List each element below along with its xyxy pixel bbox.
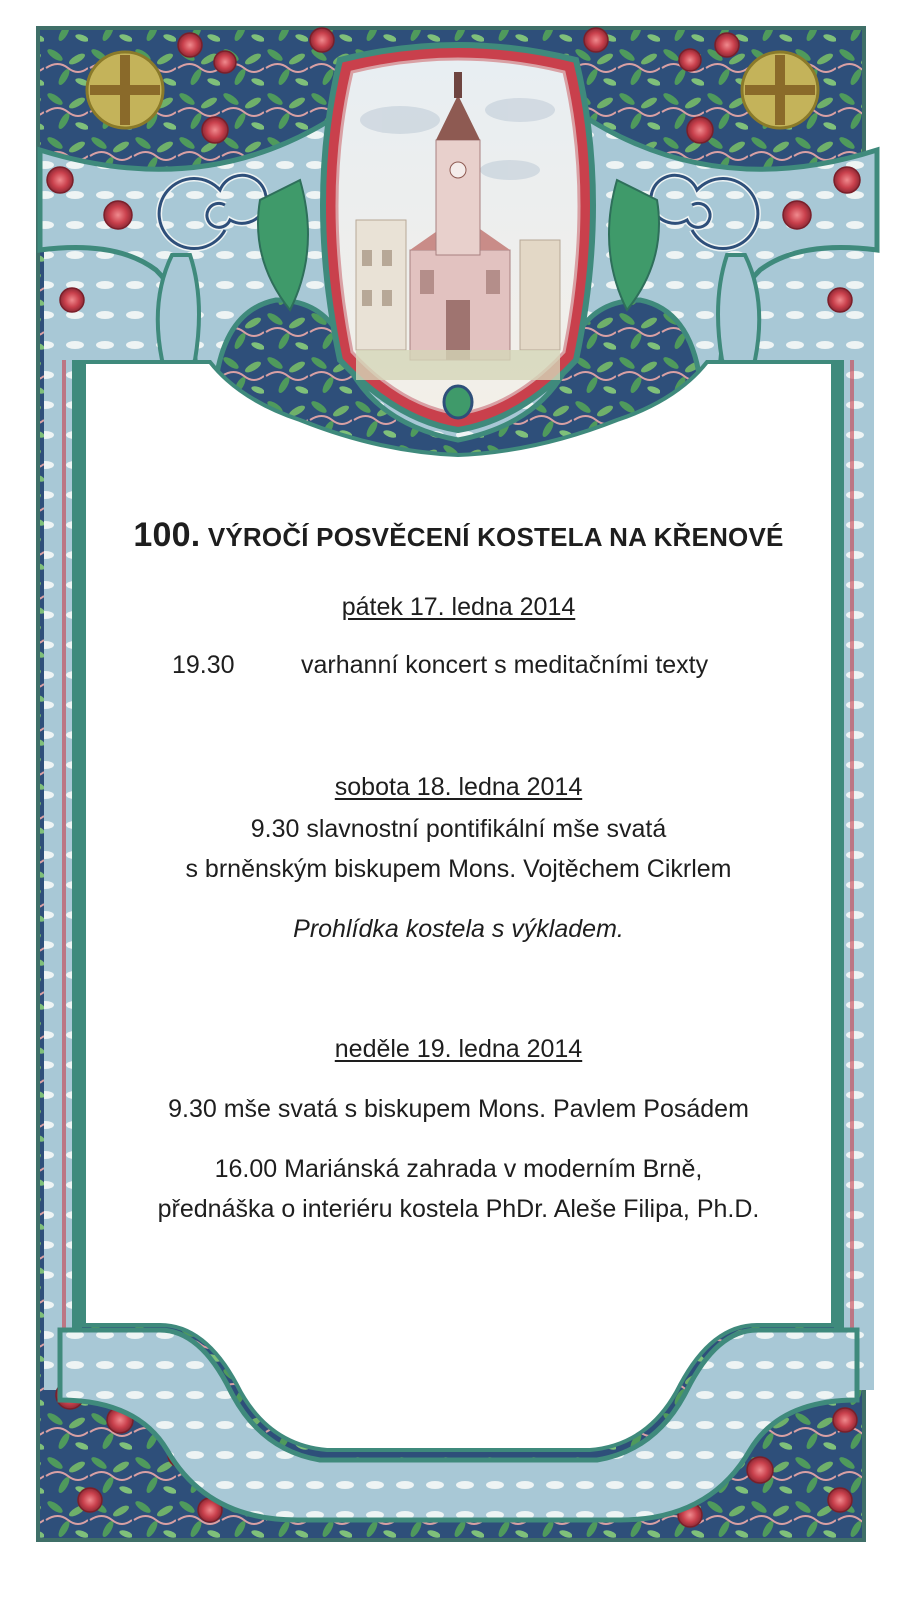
poster-title bbox=[0, 516, 917, 554]
day-heading-friday: pátek 17. ledna 2014 bbox=[341, 593, 576, 621]
saturday-line-1: 9.30 slavnostní pontifikální mše svatá bbox=[250, 815, 667, 843]
title-text: VÝROČÍ POSVĚCENÍ KOSTELA NA KŘENOVÉ bbox=[207, 522, 784, 552]
saturday-line-2: s brněnským biskupem Mons. Vojtěchem Cikrlem bbox=[185, 855, 732, 883]
friday-event: varhanní koncert s meditačními texty bbox=[301, 651, 709, 679]
friday-time: 19.30 bbox=[172, 651, 235, 679]
title-number: 100. bbox=[133, 516, 201, 554]
sunday-line-1: 9.30 mše svatá s biskupem Mons. Pavlem Posádem bbox=[168, 1095, 749, 1123]
sunday-line-3: přednáška o interiéru kostela PhDr. Aleše Filipa, Ph.D. bbox=[157, 1195, 760, 1223]
sunday-line-2: 16.00 Mariánská zahrada v moderním Brně, bbox=[214, 1155, 703, 1183]
day-heading-sunday: neděle 19. ledna 2014 bbox=[334, 1035, 583, 1063]
day-heading-saturday: sobota 18. ledna 2014 bbox=[334, 773, 583, 801]
saturday-note: Prohlídka kostela s výkladem. bbox=[293, 915, 624, 943]
